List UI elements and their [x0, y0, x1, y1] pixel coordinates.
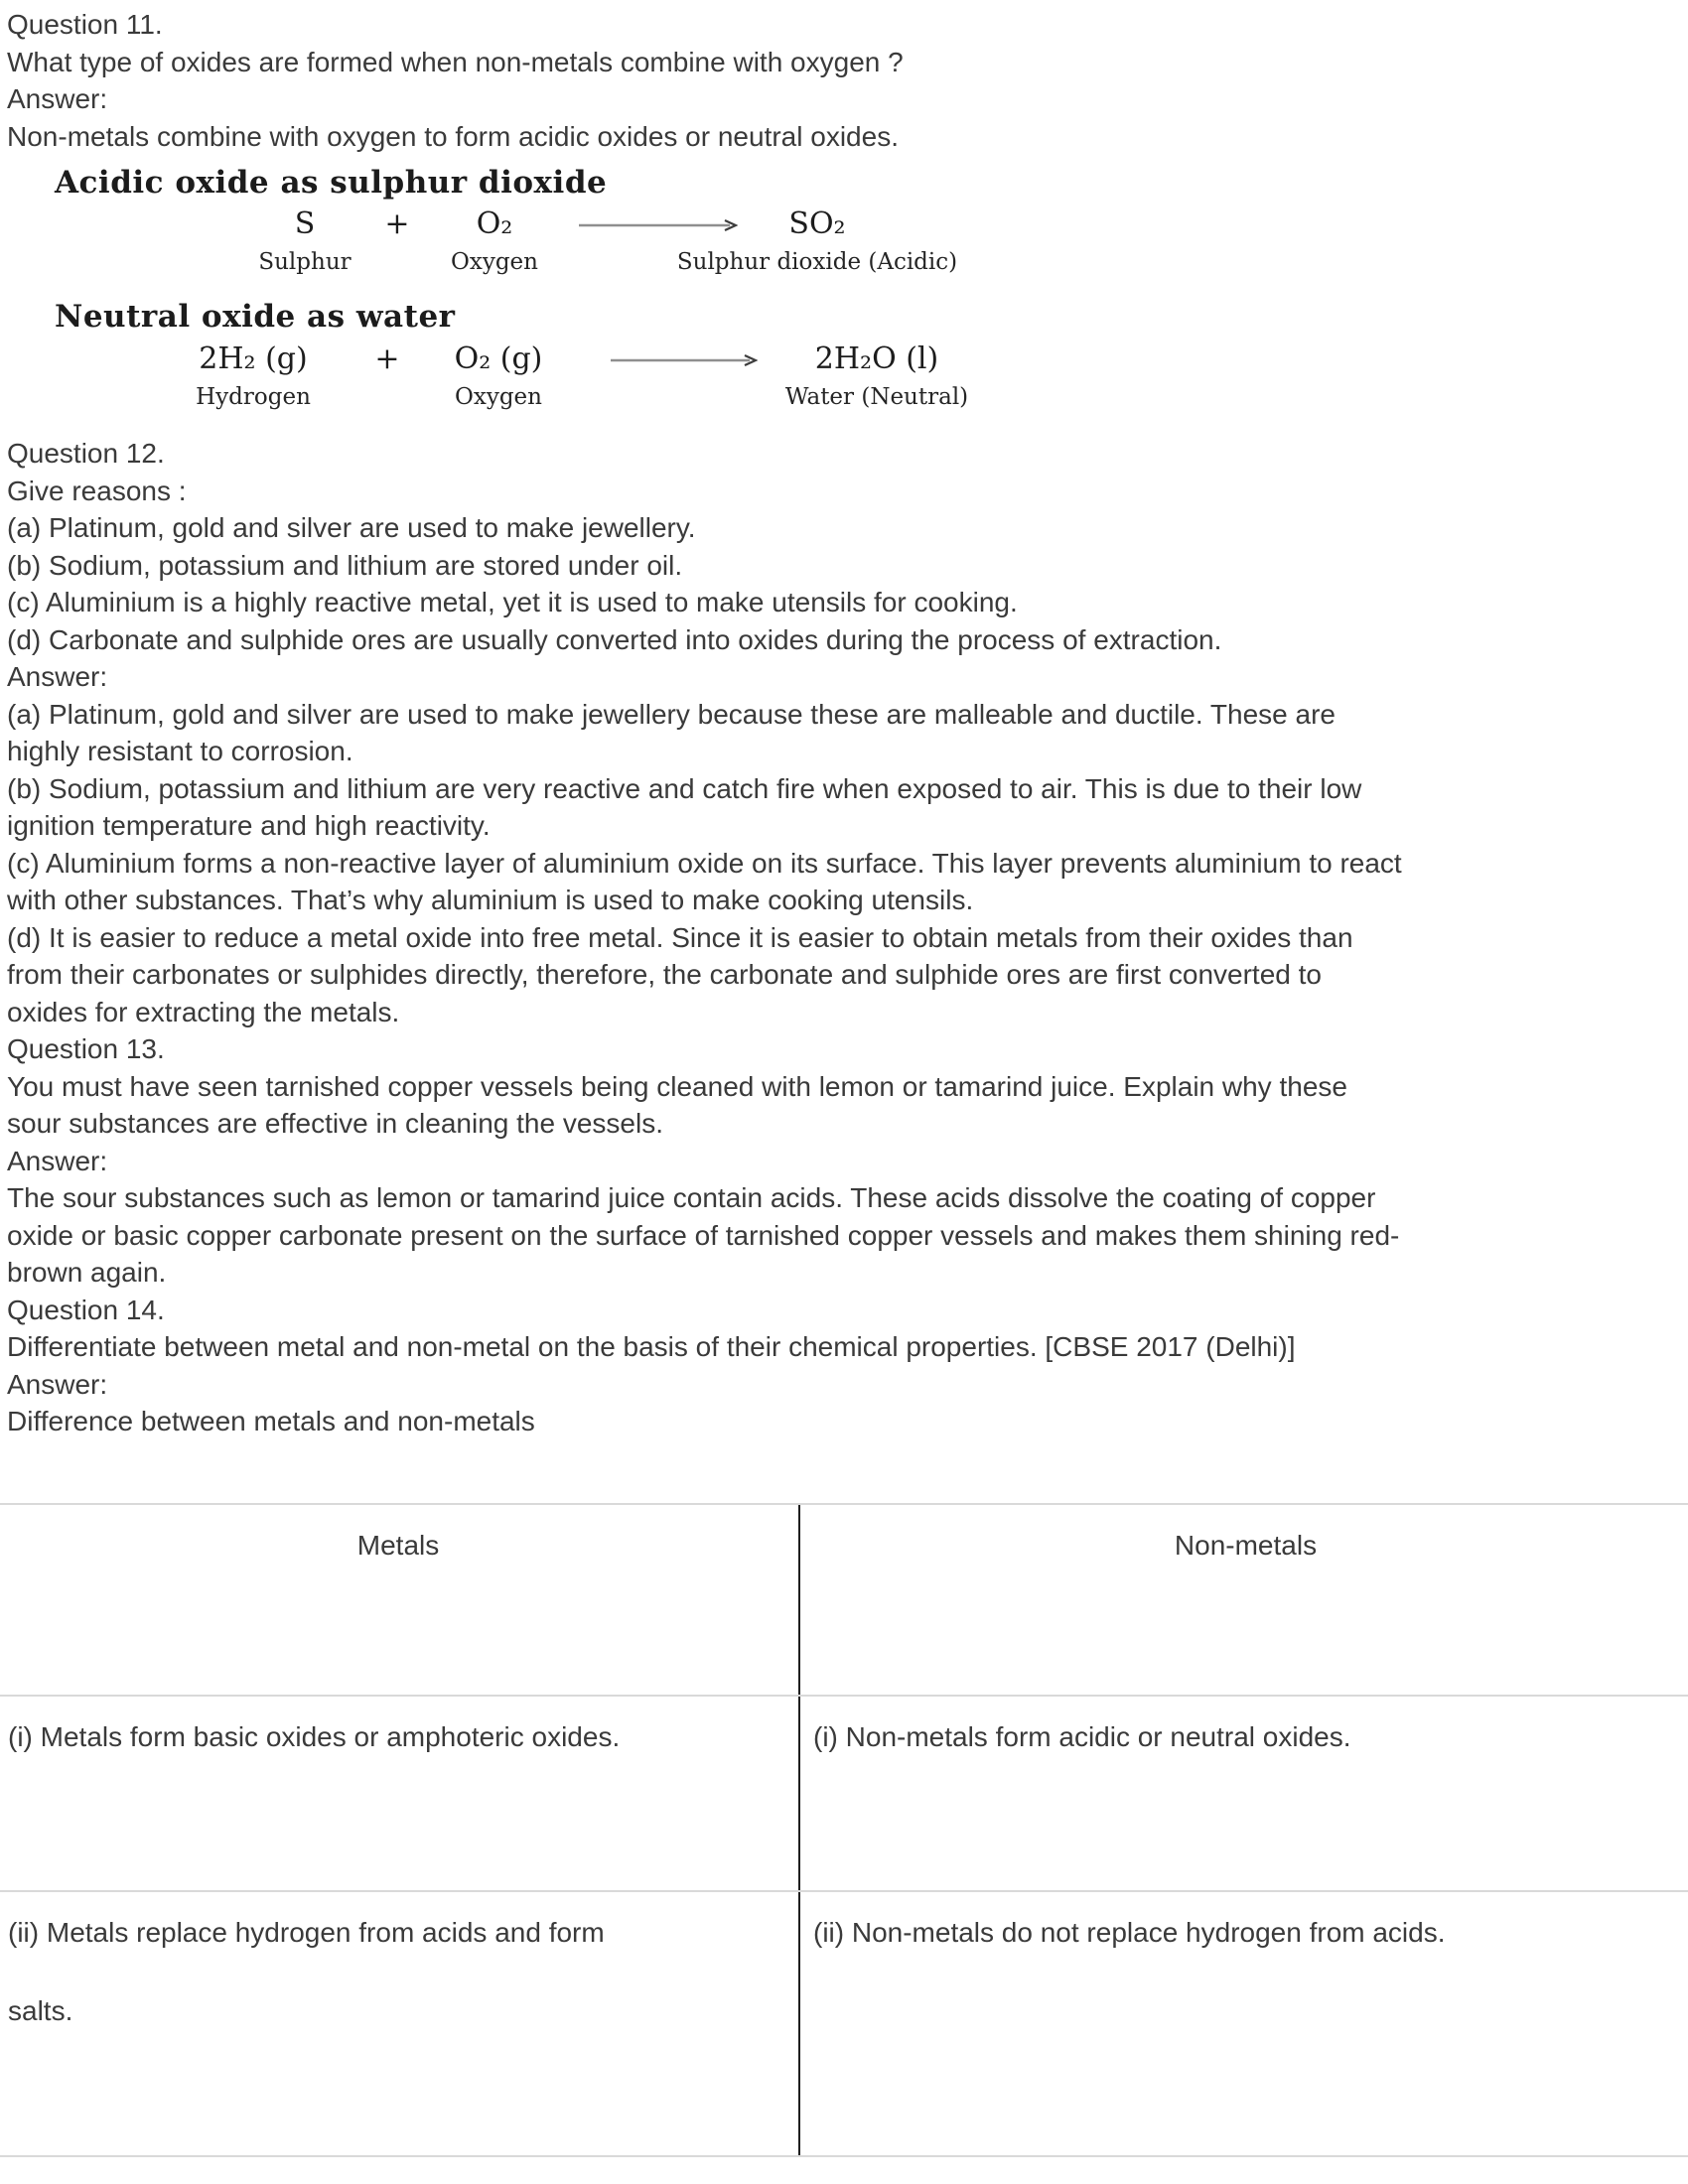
eq1-reactant-oxygen — [451, 206, 538, 276]
text-line: The sour substances such as lemon or tamarind juice contain acids. These acids dissolve the coating of copper — [7, 1182, 1376, 1213]
table-cell-nonmetals-1 — [800, 1697, 1688, 1890]
reaction-equations-figure — [55, 165, 1028, 423]
text-line: (b) Sodium, potassium and lithium are very reactive and catch fire when exposed to air. This is due to their low — [7, 772, 1362, 804]
table-cell-line: (i) Metals form basic oxides or amphoteric oxides. — [8, 1720, 621, 1752]
text-line: sour substances are effective in cleaning the vessels. — [7, 1108, 663, 1139]
table-cell-metals-1 — [0, 1697, 800, 1890]
reaction-arrow-icon — [611, 354, 758, 366]
table-cell-metals-2 — [0, 1892, 800, 2155]
acidic-oxide-heading: Acidic oxide as sulphur dioxide — [55, 165, 608, 201]
table-header-metals — [0, 1505, 800, 1695]
table-cell-line: salts. — [8, 1994, 73, 2026]
table-row — [0, 1892, 1688, 2157]
text-line: Answer: — [7, 1145, 108, 1176]
table-cell-line: (ii) Non-metals do not replace hydrogen from acids. — [813, 1916, 1446, 1948]
text-line: Question 11. — [7, 9, 163, 40]
text-line: Answer: — [7, 1368, 108, 1400]
label-sulphur: Sulphur — [258, 249, 352, 275]
eq1-reactant-sulphur — [258, 206, 351, 276]
label-water-neutral: Water (Neutral) — [784, 384, 969, 410]
eq2-reactant-oxygen — [455, 341, 543, 411]
text-line: Answer: — [7, 83, 108, 114]
label-hydrogen: Hydrogen — [196, 384, 311, 410]
text-line: Answer: — [7, 661, 108, 692]
text-line: Question 12. — [7, 438, 165, 469]
text-line: oxides for extracting the metals. — [7, 996, 400, 1027]
column-header-label: Metals — [356, 1529, 440, 1561]
eq2-product-water — [785, 341, 968, 411]
text-line: with other substances. That’s why aluminium is used to make cooking utensils. — [7, 885, 974, 915]
table-cell-line: (ii) Metals replace hydrogen from acids and form — [8, 1916, 605, 1948]
text-line: (b) Sodium, potassium and lithium are stored under oil. — [7, 549, 683, 581]
table-header-row — [0, 1505, 1688, 1697]
neutral-oxide-heading: Neutral oxide as water — [55, 299, 456, 335]
text-line: (a) Platinum, gold and silver are used to make jewellery. — [7, 512, 696, 543]
text-line: from their carbonates or sulphides directly, therefore, the carbonate and sulphide ores are first converted to — [7, 959, 1322, 990]
text-line: Non-metals combine with oxygen to form acidic oxides or neutral oxides. — [7, 120, 899, 152]
text-line: Question 13. — [7, 1033, 165, 1064]
label-oxygen: Oxygen — [451, 249, 538, 275]
text-line: (a) Platinum, gold and silver are used to make jewellery because these are malleable and ductile. These are — [7, 698, 1336, 730]
label-sulphur-dioxide: Sulphur dioxide (Acidic) — [676, 249, 958, 275]
text-line: You must have seen tarnished copper vessels being cleaned with lemon or tamarind juice. Explain why these — [7, 1070, 1347, 1102]
formula-so2: SO₂ — [788, 206, 846, 241]
eq2-plus-sign — [374, 341, 399, 377]
question-11-block — [0, 6, 1688, 155]
text-line: Differentiate between metal and non-metal on the basis of their chemical properties. [CBSE 2017 (Delhi)] — [7, 1331, 1296, 1362]
formula-o2: O₂ — [476, 206, 513, 241]
eq1-product-so2 — [677, 206, 957, 276]
text-line: Question 14. — [7, 1294, 165, 1325]
text-line: (c) Aluminium is a highly reactive metal, yet it is used to make utensils for cooking. — [7, 587, 1018, 617]
table-header-nonmetals — [800, 1505, 1688, 1695]
text-line: brown again. — [7, 1257, 167, 1288]
text-line: (c) Aluminium forms a non-reactive layer of aluminium oxide on its surface. This layer prevents aluminium to react — [7, 847, 1402, 879]
text-line: Difference between metals and non-metals — [7, 1406, 535, 1436]
table-cell-line: (i) Non-metals form acidic or neutral oxides. — [813, 1720, 1351, 1752]
text-line: (d) Carbonate and sulphide ores are usually converted into oxides during the process of extraction. — [7, 623, 1222, 655]
text-line: ignition temperature and high reactivity. — [7, 810, 491, 841]
plus-icon: + — [384, 206, 410, 241]
questions-12-14-block — [0, 435, 1688, 1440]
formula-s: S — [294, 206, 316, 241]
metals-nonmetals-table — [0, 1503, 1688, 2157]
table-row — [0, 1697, 1688, 1892]
text-line: highly resistant to corrosion. — [7, 736, 353, 766]
text-line: oxide or basic copper carbonate present on the surface of tarnished copper vessels and makes them shining red- — [7, 1219, 1400, 1251]
formula-o2-g: O₂ (g) — [454, 341, 543, 376]
eq2-reactant-hydrogen — [196, 341, 311, 411]
table-cell-nonmetals-2 — [800, 1892, 1688, 2155]
eq1-plus-sign — [384, 206, 409, 242]
formula-2h2o: 2H₂O (l) — [814, 341, 939, 376]
text-line: Give reasons : — [7, 475, 187, 506]
text-line: What type of oxides are formed when non-metals combine with oxygen ? — [7, 46, 904, 77]
label-oxygen: Oxygen — [455, 384, 542, 410]
plus-icon: + — [374, 341, 400, 376]
formula-2h2: 2H₂ (g) — [199, 341, 308, 376]
column-header-label: Non-metals — [1174, 1529, 1318, 1561]
text-line: (d) It is easier to reduce a metal oxide into free metal. Since it is easier to obtain metals from their oxides than — [7, 921, 1353, 953]
